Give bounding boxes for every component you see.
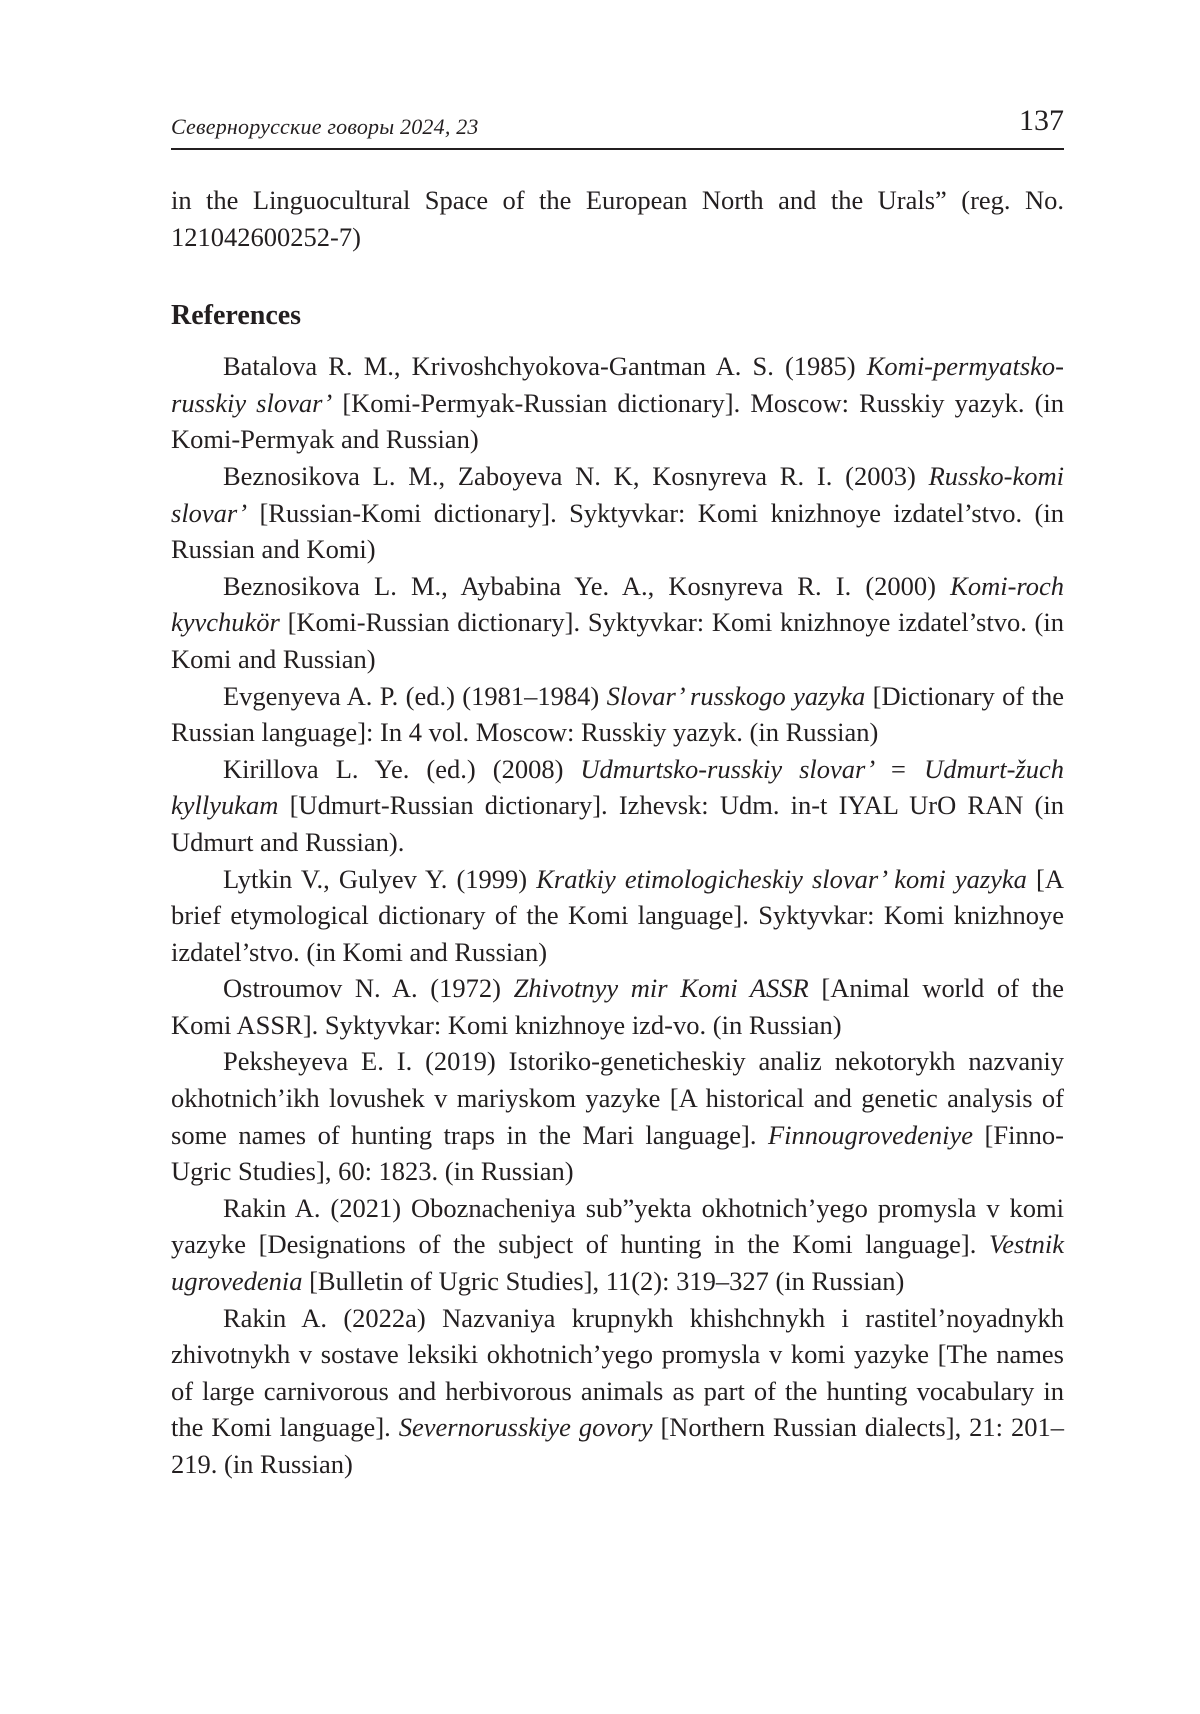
journal-title: Севернорусские говоры 2024, 23 bbox=[171, 114, 479, 139]
reference-title: Udmurtsko-russkiy slovar’ = Udmurt-žuch kyllyukam bbox=[171, 753, 1065, 821]
reference-entry: Batalova R. M., Krivoshchyokova-Gantman A. S. (1985) Komi-permyatsko-russkiy slovar’ [Komi-Permyak-Russian dictionary]. Moscow: Russkiy yazyk. (in Komi-Permyak and Russian) bbox=[171, 351, 1065, 455]
page-number: 137 bbox=[1019, 104, 1064, 137]
reference-title: Vestnik ugrovedenia bbox=[171, 1229, 1064, 1297]
references-heading: References bbox=[171, 300, 302, 332]
reference-entry: Kirillova L. Ye. (ed.) (2008) Udmurtsko-russkiy slovar’ = Udmurt-žuch kyllyukam [Udmurt-Russian dictionary]. Izhevsk: Udm. in-t IYAL UrO RAN (in Udmurt and Russian). bbox=[171, 753, 1065, 857]
reference-title: Komi-permyatsko-russkiy slovar’ bbox=[171, 351, 1064, 418]
reference-entry: Rakin A. (2021) Oboznacheniya sub”yekta okhotnich’yego promysla v komi yazyke [Designations of the subject of hunting in the Komi language]. Vestnik ugrovedenia [Bulletin of Ugric Studies], 11(2): 319–327 (in Russian) bbox=[171, 1192, 1064, 1297]
reference-title: Kratkiy etimologicheskiy slovar’ komi yazyka bbox=[536, 863, 1027, 894]
reference-entry: Beznosikova L. M., Aybabina Ye. A., Kosnyreva R. I. (2000) Komi-roch kyvchukör [Komi-Russian dictionary]. Syktyvkar: Komi knizhnoye izdatel’stvo. (in Komi and Russian) bbox=[171, 570, 1064, 674]
reference-entry: Beznosikova L. M., Zaboyeva N. K, Kosnyreva R. I. (2003) Russko-komi slovar’ [Russian-Komi dictionary]. Syktyvkar: Komi knizhnoye izdatel’stvo. (in Russian and Komi) bbox=[171, 460, 1064, 565]
reference-entry: Lytkin V., Gulyev Y. (1999) Kratkiy etimologicheskiy slovar’ komi yazyka [A brief etymological dictionary of the Komi language]. Syktyvkar: Komi knizhnoye izdatel’stvo. (in Komi and Russian) bbox=[171, 863, 1065, 967]
reference-title: Zhivotnyy mir Komi ASSR bbox=[513, 973, 809, 1004]
reference-entry: Ostroumov N. A. (1972) Zhivotnyy mir Komi ASSR [Animal world of the Komi ASSR]. Syktyvkar: Komi knizhnoye izd-vo. (in Russian) bbox=[171, 973, 1064, 1040]
running-header bbox=[171, 104, 1064, 150]
reference-title: Finnougrovedeniye bbox=[767, 1119, 974, 1150]
page-body bbox=[171, 182, 1064, 1483]
reference-entry: Evgenyeva A. P. (ed.) (1981–1984) Slovar’ russkogo yazyka [Dictionary of the Russian language]: In 4 vol. Moscow: Russkiy yazyk. (in Russian) bbox=[171, 680, 1064, 748]
reference-title: Russko-komi slovar’ bbox=[171, 460, 1064, 528]
reference-entry: Peksheyeva E. I. (2019) Istoriko-geneticheskiy analiz nekotorykh nazvaniy okhotnich’ikh lovushek v mariyskom yazyke [A historical and genetic analysis of some names of hunting traps in the Mari language]. Finnougrovedeniye [Finno-Ugric Studies], 60: 1823. (in Russian) bbox=[171, 1046, 1065, 1187]
intro-paragraph: in the Linguocultural Space of the European North and the Urals” (reg. No. 121042600252-7) bbox=[171, 185, 1064, 252]
reference-title: Komi-roch kyvchukör bbox=[171, 570, 1064, 638]
reference-entry: Rakin A. (2022a) Nazvaniya krupnykh khishchnykh i rastitel’noyadnykh zhivotnykh v sostave leksiki okhotnich’yego promysla v komi yazyke [The names of large carnivorous and herbivorous animals as part of the hunting vocabulary in the Komi language]. Severnorusskiye govory [Northern Russian dialects], 21: 201–219. (in Russian) bbox=[171, 1302, 1064, 1479]
reference-title: Severnorusskiye govory bbox=[398, 1412, 653, 1443]
reference-title: Slovar’ russkogo yazyka bbox=[606, 680, 866, 711]
